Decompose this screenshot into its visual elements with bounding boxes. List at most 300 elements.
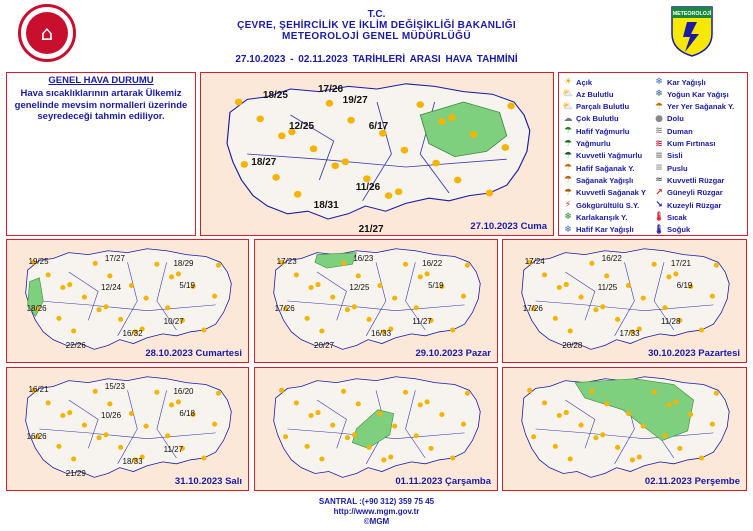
legend-label: Kuzeyli Rüzgar bbox=[667, 200, 722, 210]
sun-icon bbox=[395, 188, 402, 195]
sun-icon bbox=[392, 424, 397, 429]
city-temperature: 12/24 bbox=[101, 282, 122, 292]
footer-copyright: ©MGM bbox=[363, 517, 390, 526]
sun-icon bbox=[564, 282, 569, 287]
sun-icon bbox=[450, 455, 455, 460]
city-temperature: 5/19 bbox=[179, 280, 195, 290]
legend-label: Sağanak Yağışlı bbox=[576, 175, 634, 185]
sun-icon bbox=[486, 190, 493, 197]
hot-icon: 🌡 bbox=[653, 212, 665, 223]
header-ministry: ÇEVRE, ŞEHİRCİLİK VE İKLİM DEĞİŞİKLİĞİ BAKANLIĞI bbox=[237, 20, 516, 31]
sun-icon bbox=[388, 455, 393, 460]
forecast-date-range: 27.10.2023 - 02.11.2023 TARİHLERİ ARASI HAVA TAHMİNİ bbox=[235, 54, 518, 65]
sun-icon bbox=[60, 285, 65, 290]
sun-icon bbox=[294, 400, 299, 405]
turkey-map bbox=[258, 371, 494, 487]
sun-icon bbox=[107, 273, 112, 278]
sun-icon bbox=[600, 432, 605, 437]
rain-icon: ☂ bbox=[563, 138, 573, 149]
city-temperature: 18/26 bbox=[26, 303, 47, 313]
map-date-label: 28.10.2023 Cumartesi bbox=[145, 348, 242, 359]
sun-icon bbox=[377, 283, 382, 288]
legend-label: Kar Yağışlı bbox=[667, 77, 706, 87]
sun-icon bbox=[714, 263, 719, 268]
legend-item bbox=[563, 225, 634, 235]
sun-icon bbox=[425, 399, 430, 404]
map-date-label: 30.10.2023 Pazartesi bbox=[648, 348, 740, 359]
sun-icon bbox=[310, 145, 317, 152]
legend-item bbox=[563, 102, 629, 112]
sun-icon bbox=[345, 435, 350, 440]
sun-icon bbox=[542, 400, 547, 405]
sun-icon bbox=[169, 402, 174, 407]
north-wind-icon: ↘ bbox=[655, 200, 663, 210]
city-temperature: 15/23 bbox=[104, 381, 125, 391]
city-temperature: 17/27 bbox=[104, 253, 125, 263]
general-weather-title: GENEL HAVA DURUMU bbox=[48, 75, 154, 86]
sun-icon bbox=[352, 304, 357, 309]
sun-icon bbox=[461, 422, 466, 427]
sun-icon bbox=[330, 295, 335, 300]
legend-item bbox=[563, 77, 592, 87]
sun-icon bbox=[418, 274, 423, 279]
map-date-label: 02.11.2023 Perşembe bbox=[644, 476, 740, 487]
sun-icon bbox=[641, 424, 646, 429]
legend-label: Hafif Kar Yağışlı bbox=[576, 225, 634, 235]
sun-icon bbox=[630, 457, 635, 462]
city-temperature: 11/27 bbox=[412, 317, 432, 327]
city-temperature: 17/26 bbox=[522, 303, 543, 313]
sun-icon bbox=[666, 274, 671, 279]
sun-icon bbox=[103, 432, 108, 437]
sun-icon bbox=[465, 391, 470, 396]
legend-label: Puslu bbox=[667, 163, 688, 173]
south-wind-icon: ↗ bbox=[655, 187, 663, 198]
mist-icon: ≡ bbox=[655, 163, 663, 174]
sun-icon bbox=[454, 177, 461, 184]
legend-item bbox=[563, 188, 646, 198]
sun-icon bbox=[699, 455, 704, 460]
light-shower-icon: ☂ bbox=[563, 163, 573, 174]
city-temperature: 21/29 bbox=[65, 468, 86, 478]
thunder-icon: ⚡ bbox=[564, 200, 572, 210]
legend-label: Hafif Sağanak Y. bbox=[576, 163, 635, 173]
legend-item bbox=[654, 200, 721, 210]
sun-icon bbox=[553, 444, 558, 449]
sun-icon bbox=[67, 410, 72, 415]
sun-icon bbox=[294, 272, 299, 277]
legend-item bbox=[563, 200, 639, 210]
sun-icon bbox=[531, 434, 536, 439]
sun-icon bbox=[342, 158, 349, 165]
legend-item bbox=[563, 139, 611, 149]
city-temperature: 10/27 bbox=[163, 317, 184, 327]
city-temperature: 10/26 bbox=[101, 410, 122, 420]
sun-icon bbox=[144, 296, 149, 301]
legend-label: Yağmurlu bbox=[576, 139, 611, 148]
sun-icon bbox=[714, 391, 719, 396]
sun-icon bbox=[67, 282, 72, 287]
map-panel-day6[interactable] bbox=[254, 367, 498, 491]
sun-icon bbox=[666, 402, 671, 407]
header-directorate: METEOROLOJİ GENEL MÜDÜRLÜĞÜ bbox=[282, 31, 471, 42]
sun-icon bbox=[82, 423, 87, 428]
legend-item bbox=[654, 139, 716, 149]
sun-icon bbox=[432, 160, 439, 167]
sun-icon bbox=[345, 307, 350, 312]
sun-icon bbox=[309, 413, 314, 418]
map-date-label: 27.10.2023 Cuma bbox=[470, 221, 547, 232]
sun-icon bbox=[652, 262, 657, 267]
legend-item bbox=[654, 175, 724, 185]
city-temperature: 6/19 bbox=[676, 280, 693, 290]
strong-wind-icon: ≈ bbox=[655, 175, 663, 186]
sun-icon bbox=[626, 411, 631, 416]
sun-icon bbox=[283, 434, 288, 439]
sun-icon bbox=[154, 390, 159, 395]
sun-icon bbox=[429, 446, 434, 451]
sun-cloud-icon: ⛅ bbox=[562, 89, 574, 100]
sun-icon bbox=[330, 423, 335, 428]
legend-item bbox=[563, 212, 627, 222]
shower-icon: ☂ bbox=[563, 175, 573, 186]
legend-label: Güneyli Rüzgar bbox=[667, 188, 723, 198]
sun-icon bbox=[564, 410, 569, 415]
city-temperature: 5/19 bbox=[428, 280, 444, 290]
map-date-label: 31.10.2023 Salı bbox=[174, 476, 242, 487]
legend-item bbox=[654, 89, 729, 99]
sun-icon bbox=[309, 285, 314, 290]
sun-icon bbox=[118, 445, 123, 450]
sun-icon bbox=[165, 433, 170, 438]
city-temperature: 22/26 bbox=[65, 340, 86, 350]
sun-icon bbox=[417, 101, 424, 108]
city-temperature: 16/23 bbox=[353, 253, 374, 263]
legend-label: Yoğun Kar Yağışı bbox=[667, 89, 729, 99]
city-temperature: 11/28 bbox=[661, 317, 681, 327]
sun-icon bbox=[356, 401, 361, 406]
city-temperature: 18/31 bbox=[313, 200, 339, 212]
sun-icon bbox=[235, 99, 242, 106]
sun-icon bbox=[557, 285, 562, 290]
city-temperature: 20/27 bbox=[314, 340, 335, 350]
sun-icon bbox=[615, 445, 620, 450]
sun-icon bbox=[626, 283, 631, 288]
sun-icon bbox=[97, 435, 102, 440]
sun-icon bbox=[502, 144, 509, 151]
sun-icon bbox=[593, 307, 598, 312]
city-temperature: 21/27 bbox=[358, 223, 384, 235]
legend-item bbox=[654, 212, 687, 222]
sun-icon bbox=[527, 388, 532, 393]
sun-icon bbox=[589, 389, 594, 394]
city-temperature: 17/33 bbox=[619, 328, 640, 338]
legend-item bbox=[654, 126, 693, 136]
legend-item bbox=[563, 151, 642, 161]
sun-icon bbox=[439, 412, 444, 417]
sun-icon bbox=[154, 262, 159, 267]
legend-label: Kuvvetli Sağanak Y bbox=[576, 188, 646, 198]
sun-icon bbox=[319, 456, 324, 461]
sleet-icon: ❄ bbox=[564, 212, 572, 223]
city-temperature: 20/28 bbox=[562, 340, 583, 350]
sun-icon bbox=[326, 100, 333, 107]
sun-icon bbox=[315, 282, 320, 287]
sun-icon bbox=[212, 422, 217, 427]
sun-icon bbox=[637, 455, 642, 460]
sun-icon bbox=[403, 262, 408, 267]
city-temperature: 6/17 bbox=[368, 121, 389, 133]
sun-icon bbox=[356, 273, 361, 278]
legend-item bbox=[563, 175, 633, 185]
scattered-shower-icon: ☂ bbox=[654, 101, 664, 112]
header-tc: T.C. bbox=[367, 9, 386, 20]
general-weather-text: Hava sıcaklıklarının artarak Ülkemiz genelinde mevsim normalleri üzerinde seyredeceği tahmin ediliyor. bbox=[14, 88, 188, 122]
sun-icon bbox=[450, 327, 455, 332]
map-panel-day4[interactable] bbox=[502, 239, 747, 363]
sun-icon bbox=[367, 445, 372, 450]
city-temperature: 12/25 bbox=[349, 282, 370, 292]
sun-icon bbox=[278, 132, 285, 139]
meteoroloji-logo bbox=[669, 4, 715, 58]
legend-label: Açık bbox=[576, 77, 593, 87]
city-temperature: 17/26 bbox=[274, 303, 295, 313]
sun-icon bbox=[107, 401, 112, 406]
sun-icon bbox=[294, 191, 301, 198]
city-temperature: 16/33 bbox=[371, 328, 392, 338]
sun-icon bbox=[56, 316, 61, 321]
legend-label: Hafif Yağmurlu bbox=[576, 126, 630, 136]
sun-icon bbox=[425, 271, 430, 276]
sun-icon bbox=[414, 433, 419, 438]
sun-icon bbox=[385, 192, 392, 199]
legend-label: Gökgürültülü S.Y. bbox=[576, 200, 640, 210]
sun-icon bbox=[381, 457, 386, 462]
heavy-snow-icon: ❄ bbox=[655, 89, 663, 100]
city-temperature: 16/20 bbox=[173, 387, 194, 397]
map-panel-day5[interactable] bbox=[6, 367, 249, 491]
sun-icon bbox=[341, 261, 346, 266]
sun-icon bbox=[367, 317, 372, 322]
sun-icon bbox=[176, 399, 181, 404]
city-temperature: 16/26 bbox=[26, 431, 47, 441]
sun-icon bbox=[578, 423, 583, 428]
sun-icon bbox=[347, 117, 354, 124]
sun-icon bbox=[401, 147, 408, 154]
city-temperature: 17/23 bbox=[276, 257, 297, 267]
sun-icon bbox=[542, 272, 547, 277]
legend-item bbox=[654, 225, 690, 235]
sun-icon bbox=[710, 294, 715, 299]
sun-icon bbox=[438, 118, 445, 125]
sun-icon bbox=[507, 103, 514, 110]
sun-icon bbox=[315, 410, 320, 415]
sun-icon bbox=[103, 304, 108, 309]
map-panel-day3[interactable] bbox=[254, 239, 498, 363]
city-temperature: 6/18 bbox=[179, 408, 195, 418]
legend-item bbox=[563, 89, 614, 99]
sun-icon bbox=[553, 316, 558, 321]
cold-icon: 🌡 bbox=[653, 224, 665, 235]
weather-legend bbox=[558, 72, 748, 236]
legend-label: Duman bbox=[667, 126, 693, 136]
sun-icon bbox=[129, 411, 134, 416]
city-temperature: 16/22 bbox=[601, 253, 622, 263]
sun-icon bbox=[662, 305, 667, 310]
sun-icon bbox=[600, 304, 605, 309]
legend-label: Kuvvetli Yağmurlu bbox=[576, 151, 643, 161]
legend-label: Dolu bbox=[667, 114, 684, 124]
legend-label: Soğuk bbox=[667, 225, 691, 235]
turkey-map bbox=[506, 371, 743, 487]
sun-icon bbox=[710, 422, 715, 427]
legend-label: Sisli bbox=[667, 151, 683, 161]
sun-icon bbox=[201, 455, 206, 460]
sun-icon bbox=[169, 274, 174, 279]
sun-icon bbox=[568, 328, 573, 333]
sun-icon bbox=[305, 316, 310, 321]
map-panel-day7[interactable] bbox=[502, 367, 747, 491]
city-temperature: 18/25 bbox=[262, 89, 288, 101]
legend-label: Kum Fırtınası bbox=[667, 139, 716, 148]
turkey-map bbox=[204, 76, 550, 232]
sun-icon bbox=[352, 432, 357, 437]
city-temperature: 11/27 bbox=[163, 445, 184, 455]
sun-icon bbox=[331, 162, 338, 169]
sun-icon bbox=[93, 389, 98, 394]
city-temperature: 16/21 bbox=[28, 385, 49, 395]
sun-icon bbox=[673, 271, 678, 276]
sun-icon bbox=[319, 328, 324, 333]
legend-item bbox=[563, 126, 629, 136]
sun-icon bbox=[377, 411, 382, 416]
sun-icon bbox=[662, 433, 667, 438]
sun-icon bbox=[641, 296, 646, 301]
ministry-emblem-icon: ⌂ bbox=[26, 12, 68, 54]
smoke-icon: ≋ bbox=[655, 126, 663, 137]
legend-label: Kuvvetli Rüzgar bbox=[667, 175, 725, 185]
sun-icon bbox=[557, 413, 562, 418]
sun-icon bbox=[201, 327, 206, 332]
legend-item bbox=[654, 77, 706, 87]
legend-item bbox=[563, 163, 635, 173]
hail-icon: ● bbox=[655, 113, 663, 124]
heavy-shower-icon: ☂ bbox=[563, 187, 573, 198]
sun-icon bbox=[216, 263, 221, 268]
legend-label: Sıcak bbox=[667, 212, 687, 222]
sun-icon bbox=[279, 388, 284, 393]
sandstorm-icon: ≋ bbox=[655, 138, 663, 149]
light-rain-icon: ☂ bbox=[563, 126, 573, 137]
sun-icon bbox=[272, 174, 279, 181]
sun-icon bbox=[465, 263, 470, 268]
legend-item bbox=[654, 151, 683, 161]
sun-icon bbox=[305, 444, 310, 449]
sun-icon bbox=[93, 261, 98, 266]
legend-label: Çok Bulutlu bbox=[576, 114, 619, 124]
legend-label: Az Bulutlu bbox=[576, 89, 614, 99]
sun-icon bbox=[56, 444, 61, 449]
sun-icon bbox=[341, 389, 346, 394]
city-temperature: 11/25 bbox=[597, 282, 618, 292]
sun-icon bbox=[71, 328, 76, 333]
sun-icon bbox=[241, 161, 248, 168]
legend-item bbox=[654, 163, 688, 173]
city-temperature: 17/26 bbox=[318, 84, 344, 96]
map-date-label: 01.11.2023 Çarşamba bbox=[395, 476, 491, 487]
snow-icon: ❄ bbox=[655, 77, 663, 87]
sun-icon: ☀ bbox=[563, 77, 573, 87]
city-temperature: 16/32 bbox=[122, 328, 143, 338]
footer-phone: SANTRAL :(+90 312) 359 75 45 bbox=[318, 497, 435, 506]
sun-icon bbox=[144, 424, 149, 429]
sun-icon bbox=[604, 401, 609, 406]
legend-label: Parçalı Bulutlu bbox=[576, 102, 630, 112]
sun-icon bbox=[46, 272, 51, 277]
sun-icon bbox=[461, 294, 466, 299]
legend-item bbox=[654, 188, 723, 198]
sun-icon bbox=[71, 456, 76, 461]
sun-icon bbox=[615, 317, 620, 322]
sun-icon bbox=[129, 283, 134, 288]
city-temperature: 17/24 bbox=[524, 257, 545, 267]
fog-icon: ≡ bbox=[655, 150, 663, 161]
sun-icon bbox=[176, 271, 181, 276]
partly-cloudy-icon: ⛅ bbox=[562, 101, 574, 112]
sun-icon bbox=[97, 307, 102, 312]
legend-item bbox=[654, 102, 734, 112]
city-temperature: 19/25 bbox=[28, 257, 49, 267]
city-temperature: 18/27 bbox=[251, 156, 277, 168]
sun-icon bbox=[256, 116, 263, 123]
legend-item bbox=[654, 114, 684, 124]
cloudy-icon: ☁ bbox=[563, 113, 573, 124]
sun-icon bbox=[216, 391, 221, 396]
sun-icon bbox=[593, 435, 598, 440]
city-temperature: 11/26 bbox=[355, 181, 381, 193]
sun-icon bbox=[165, 305, 170, 310]
sun-icon bbox=[82, 295, 87, 300]
city-temperature: 18/33 bbox=[122, 456, 143, 466]
city-temperature: 17/21 bbox=[670, 259, 691, 269]
sun-icon bbox=[604, 273, 609, 278]
footer-url[interactable]: http://www.mgm.gov.tr bbox=[333, 507, 420, 516]
city-temperature: 19/27 bbox=[342, 94, 368, 106]
sun-icon bbox=[652, 390, 657, 395]
general-weather-box bbox=[6, 72, 196, 236]
sun-icon bbox=[60, 413, 65, 418]
sun-icon bbox=[414, 305, 419, 310]
sun-icon bbox=[568, 456, 573, 461]
sun-icon bbox=[448, 114, 455, 121]
map-panel-day2[interactable] bbox=[6, 239, 249, 363]
sun-icon bbox=[578, 295, 583, 300]
city-temperature: 18/29 bbox=[173, 259, 194, 269]
sun-icon bbox=[403, 390, 408, 395]
sun-icon bbox=[212, 294, 217, 299]
legend-label: Yer Yer Sağanak Y. bbox=[667, 102, 735, 112]
map-panel-day1[interactable] bbox=[200, 72, 554, 236]
sun-icon bbox=[118, 317, 123, 322]
sun-icon bbox=[589, 261, 594, 266]
sun-icon bbox=[688, 412, 693, 417]
sun-icon bbox=[418, 402, 423, 407]
legend-label: Karlakarışık Y. bbox=[576, 212, 628, 222]
sun-icon bbox=[46, 400, 51, 405]
sun-icon bbox=[470, 131, 477, 138]
city-temperature: 16/22 bbox=[422, 259, 443, 269]
logo-text: METEOROLOJİ bbox=[672, 11, 712, 17]
